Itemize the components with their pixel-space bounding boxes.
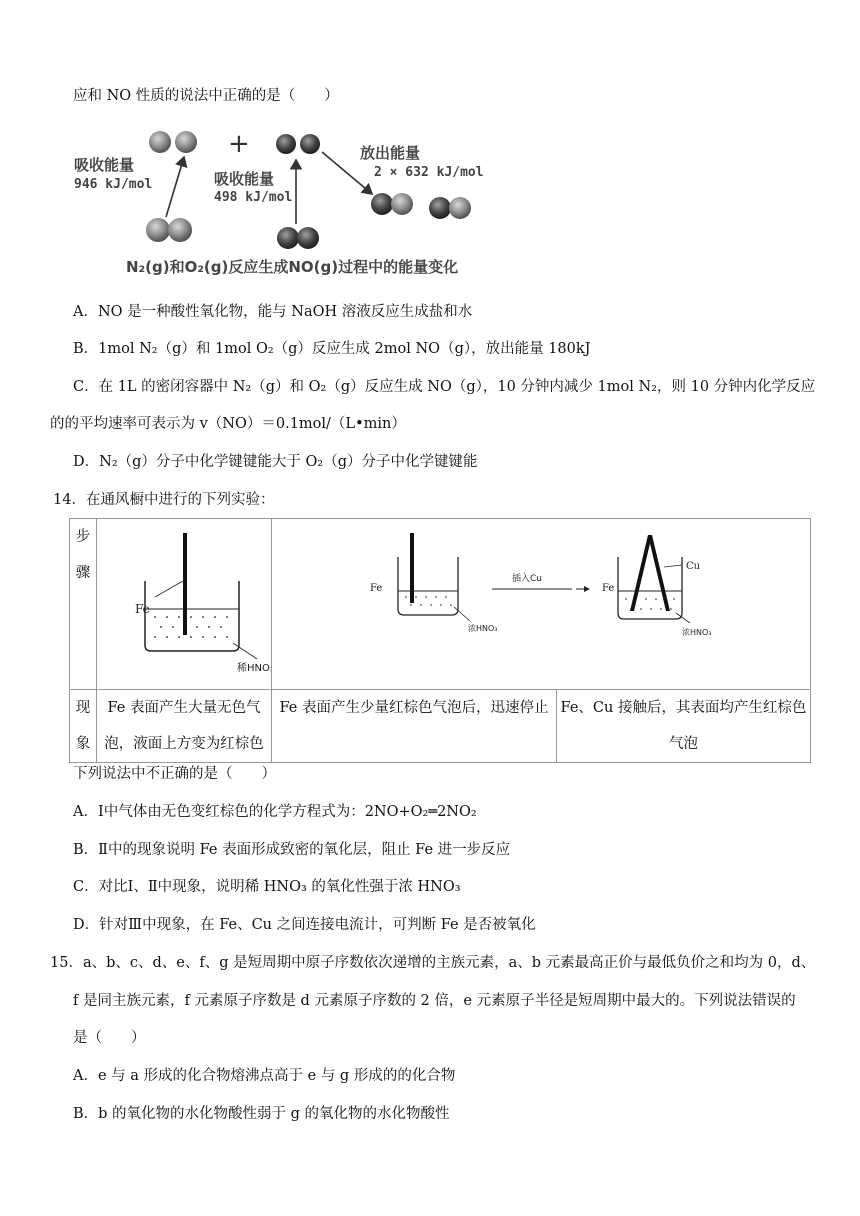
q15-stem-line2: f 是同主族元素，f 元素原子序数是 d 元素原子序数的 2 倍，e 元素原子半径是短周期中最大的。下列说法错误的 [73, 993, 796, 1009]
q14-option-a: A．Ⅰ中气体由无色变红棕色的化学方程式为：2NO+O₂═2NO₂ [73, 804, 477, 820]
absorb-n2-label: 吸收能量 [74, 156, 135, 174]
fe-label: Fe [602, 583, 615, 594]
o-atom [276, 134, 296, 154]
fe-label: Fe [370, 583, 383, 594]
n2-molecule-atom [146, 218, 170, 242]
steps-row [70, 519, 811, 690]
energy-diagram-caption: N₂(g)和O₂(g)反应生成NO(g)过程中的能量变化 [126, 258, 459, 276]
q13-option-d: D．N₂（g）分子中化学键键能大于 O₂（g）分子中化学键键能 [73, 454, 478, 470]
q13-option-c-line1: C．在 1L 的密闭容器中 N₂（g）和 O₂（g）反应生成 NO（g），10 分钟内减少 1mol N₂，则 10 分钟内化学反应 [73, 379, 816, 395]
absorb-o2-value: 498 kJ/mol [214, 190, 293, 205]
step2-3-cell [272, 519, 811, 690]
step1-cell [97, 519, 272, 690]
energy-diagram-svg [60, 122, 500, 287]
q14-option-b: B．Ⅱ中的现象说明 Fe 表面形成致密的氧化层，阻止 Fe 进一步反应 [73, 842, 511, 858]
fe-label: Fe [135, 602, 150, 616]
no-molecule-atom [449, 197, 471, 219]
q14-option-d: D．针对Ⅲ中现象，在 Fe、Cu 之间连接电流计，可判断 Fe 是否被氧化 [73, 917, 536, 933]
q15-option-a: A．e 与 a 形成的化合物熔沸点高于 e 与 g 形成的的化合物 [73, 1068, 456, 1084]
release-label: 放出能量 [360, 144, 421, 162]
label-char: 现 [75, 700, 91, 716]
phenomena-row [70, 690, 811, 763]
no-molecule-atom [429, 197, 451, 219]
label-char: 骤 [75, 565, 91, 581]
phenomena-row-label [70, 690, 97, 763]
phenomenon-text: Fe、Cu 接触后，其表面均产生红棕色 [560, 700, 807, 716]
q14-option-c: C．对比Ⅰ、Ⅱ中现象，说明稀 HNO₃ 的氧化性强于浓 HNO₃ [73, 879, 461, 895]
no-molecule-atom [371, 193, 393, 215]
cu-label: Cu [686, 561, 701, 572]
dilute-hno3-label: 稀HNO₃ [237, 663, 271, 674]
phenomenon-text: Fe 表面产生大量无色气 [107, 700, 261, 716]
q13-stem-tail: 应和 NO 性质的说法中正确的是（ ） [73, 88, 339, 104]
absorb-o2-label: 吸收能量 [214, 170, 275, 188]
phenomenon-3 [557, 690, 811, 763]
experiment-table [69, 518, 811, 763]
conc-hno3-label: 浓HNO₃ [468, 624, 498, 633]
phenomenon-1 [97, 690, 272, 763]
q14-question: 下列说法中不正确的是（ ） [73, 766, 276, 782]
o2-molecule-atom [297, 227, 319, 249]
label-char: 象 [75, 736, 91, 752]
n-atom [149, 131, 171, 153]
plus-sign: + [228, 129, 250, 159]
q13-option-c-line2: 的的平均速率可表示为 v（NO）＝0.1mol/（L•min） [50, 416, 406, 432]
energy-diagram [60, 122, 500, 287]
q15-stem-line1: 15．a、b、c、d、e、f、g 是短周期中原子序数依次递增的主族元素，a、b 元素最高正价与最低负价之和均为 0，d、 [50, 955, 816, 971]
no-molecule-atom [391, 193, 413, 215]
q15-stem-line3: 是（ ） [73, 1030, 146, 1046]
phenomenon-text: Fe 表面产生少量红棕色气泡后，迅速停止 [279, 700, 549, 716]
steps-row-label [70, 519, 97, 690]
n-atom [175, 131, 197, 153]
q13-option-a: A．NO 是一种酸性氧化物，能与 NaOH 溶液反应生成盐和水 [73, 304, 473, 320]
q13-option-b: B．1mol N₂（g）和 1mol O₂（g）反应生成 2mol NO（g），放出能量 180kJ [73, 341, 591, 357]
step1-beaker-figure [97, 519, 271, 675]
arrow-n2 [166, 157, 184, 217]
fe-rod [183, 533, 187, 635]
q15-option-b: B．b 的氧化物的水化物酸性弱于 g 的氧化物的水化物酸性 [73, 1106, 450, 1122]
n2-molecule-atom [168, 218, 192, 242]
insert-cu-label: 插入Cu [512, 574, 542, 584]
release-value: 2 × 632 kJ/mol [374, 165, 484, 180]
label-char: 步 [75, 529, 91, 545]
step2-3-figure [272, 519, 810, 675]
q14-stem: 14．在通风橱中进行的下列实验： [53, 492, 275, 508]
o-atom [300, 134, 320, 154]
conc-hno3-label: 浓HNO₃ [682, 628, 712, 637]
phenomenon-text: 泡，液面上方变为红棕色 [104, 736, 264, 752]
absorb-n2-value: 946 kJ/mol [74, 177, 153, 192]
phenomenon-text: 气泡 [669, 736, 698, 752]
o2-molecule-atom [277, 227, 299, 249]
phenomenon-2 [272, 690, 557, 763]
